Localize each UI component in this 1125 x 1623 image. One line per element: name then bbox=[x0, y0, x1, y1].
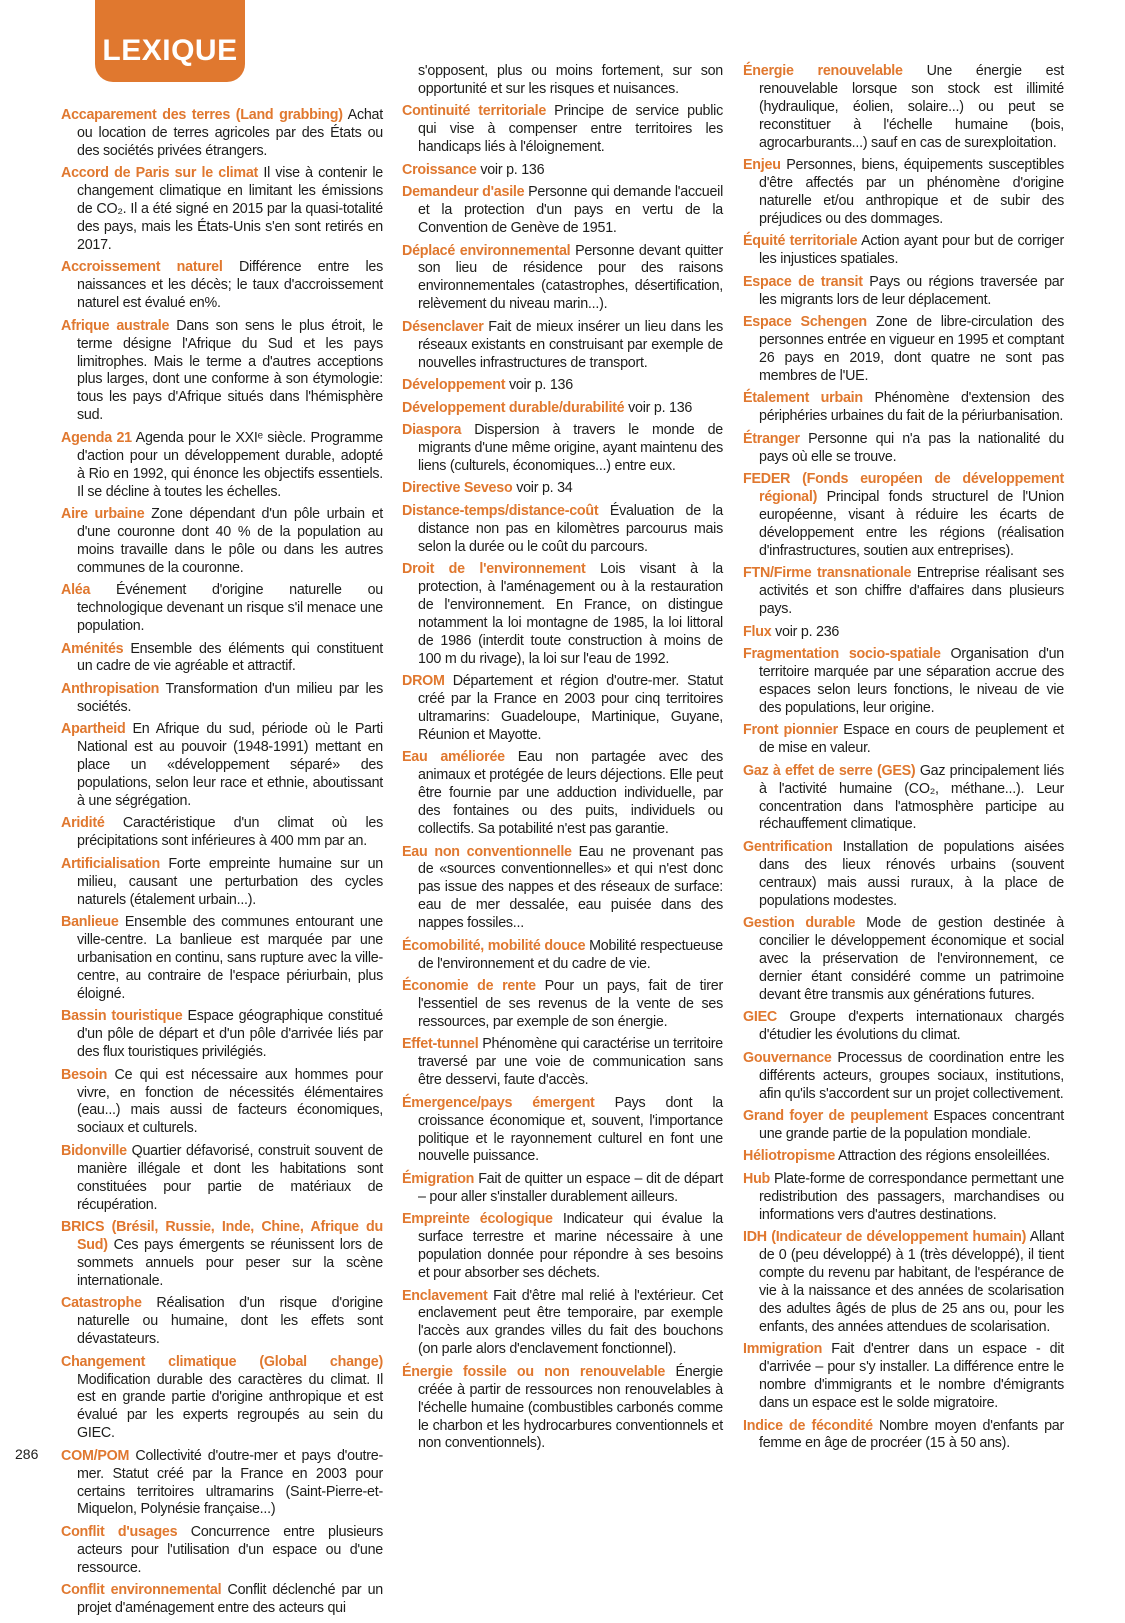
glossary-definition: Fait de mieux insérer un lieu dans les réseaux existants en construisant par exemple de nouvelles infrastructures de transport. bbox=[418, 318, 723, 371]
glossary-definition: Modification durable des caractères du climat. Il est en grande partie d'origine anthropique et est évalué par les experts regroupés au sein du GIEC. bbox=[77, 1371, 383, 1442]
glossary-term: BRICS (Brésil, Russie, Inde, Chine, Afrique du Sud) bbox=[61, 1219, 383, 1253]
glossary-term: Empreinte écologique bbox=[402, 1211, 553, 1228]
glossary-entry bbox=[61, 815, 383, 851]
glossary-definition: Espace géographique constitué d'un pôle de départ et d'un pôle d'arrivée liés par des flux touristiques privilégiés. bbox=[77, 1008, 383, 1061]
glossary-definition: Eau ne provenant pas de «sources conventionnelles» et qui n'est donc pas issue des nappes et des réseaux de surface: eau de mer dessalée, eau puisée dans des nappes fossiles... bbox=[418, 843, 723, 932]
glossary-entry bbox=[61, 318, 383, 425]
glossary-term: Déplacé environnemental bbox=[402, 242, 571, 259]
glossary-term: GIEC bbox=[743, 1009, 777, 1026]
glossary-definition: Département et région d'outre-mer. Statut créé par la France en 2003 pour cinq territoires ultramarins: Guadeloupe, Martinique, Guyane, Réunion et Mayotte. bbox=[418, 673, 723, 743]
glossary-definition: Mode de gestion destinée à concilier le développement économique et social avec la préservation de l'environnement, ce dernier étant considéré comme un patrimoine devant être transmis aux générations futures. bbox=[759, 915, 1064, 1003]
lexique-banner bbox=[95, 0, 245, 82]
glossary-definition: Ensemble des communes entourant une ville-centre. La banlieue est marquée par une urbanisation en continu, sans rupture avec la ville-centre, au contraire de l'espace périurbain, plus éloigné. bbox=[77, 914, 384, 1002]
glossary-term: Bassin touristique bbox=[61, 1008, 183, 1025]
glossary-term: Enjeu bbox=[743, 157, 781, 174]
glossary-definition: Zone dépendant d'un pôle urbain et d'une couronne dont 40 % de la population au moins travaille dans le pôle ou dans les autres communes de la couronne. bbox=[77, 506, 384, 576]
glossary-entry bbox=[402, 673, 723, 745]
glossary-entry bbox=[743, 233, 1064, 269]
glossary-entry bbox=[61, 721, 383, 811]
glossary-entry bbox=[743, 63, 1064, 153]
glossary-entry bbox=[743, 1341, 1064, 1413]
glossary-term: Indice de fécondité bbox=[743, 1417, 873, 1434]
glossary-definition: Espaces concentrant une grande partie de la population mondiale. bbox=[759, 1108, 1064, 1142]
glossary-definition: Quartier défavorisé, construit souvent de manière illégale et dont les habitations sont constituées pour partie de matériaux de récupération. bbox=[77, 1142, 383, 1213]
glossary-definition: Il vise à contenir le changement climatique en limitant les émissions de CO₂. Il a été signé en 2015 par la quasi-totalité des pays, mais les États-Unis s'en sont retirés en 2017. bbox=[77, 165, 383, 253]
glossary-entry bbox=[61, 856, 383, 910]
glossary-definition: Principe de service public qui vise à compenser entre territoires les handicaps liés à l'éloignement. bbox=[418, 103, 723, 156]
glossary-definition: Différence entre les naissances et les décès; le taux d'accroissement naturel est évalué en%. bbox=[77, 259, 383, 312]
glossary-entry bbox=[61, 1067, 383, 1139]
glossary-term: Agenda 21 bbox=[61, 429, 132, 446]
glossary-entry bbox=[743, 390, 1064, 426]
glossary-term: Catastrophe bbox=[61, 1295, 142, 1312]
glossary-entry bbox=[61, 1354, 383, 1444]
glossary-definition: Groupe d'experts internationaux chargés d'étudier les évolutions du climat. bbox=[759, 1009, 1064, 1044]
glossary-term: Changement climatique (Global change) bbox=[61, 1353, 383, 1370]
glossary-term: Gentrification bbox=[743, 838, 833, 855]
glossary-definition: Fait d'entrer dans un espace - dit d'arrivée – pour s'y installer. La différence entre le nombre d'immigrants et le nombre d'émigrants dans un espace est le solde migratoire. bbox=[759, 1341, 1064, 1411]
glossary-term: Gouvernance bbox=[743, 1049, 832, 1066]
glossary-definition: Phénomène d'extension des périphéries urbaines du fait de la périurbanisation. bbox=[759, 390, 1064, 425]
glossary-term: Développement durable/durabilité bbox=[402, 399, 625, 416]
glossary-definition: Installation de populations aisées dans des lieux rénovés urbains (souvent centraux) mais aussi ruraux, à la place de populations modestes. bbox=[759, 838, 1064, 909]
glossary-term: Aire urbaine bbox=[61, 506, 145, 522]
glossary-definition: Ces pays émergents se réunissent lors de sommets annuels pour peser sur la scène internationale. bbox=[77, 1236, 383, 1289]
glossary-entry bbox=[61, 1582, 383, 1618]
glossary-term: Écomobilité, mobilité douce bbox=[402, 937, 586, 954]
glossary-term: Fragmentation socio-spatiale bbox=[743, 646, 941, 663]
glossary-entry bbox=[402, 1171, 723, 1207]
glossary-entry bbox=[402, 377, 723, 395]
glossary-entry bbox=[743, 1009, 1064, 1045]
glossary-definition: Principal fonds structurel de l'Union européenne, visant à réduire les écarts de développement entre les régions (réalisation d'infrastructures, soutien aux entreprises). bbox=[759, 489, 1064, 559]
glossary-term: Héliotropisme bbox=[743, 1148, 836, 1165]
glossary-definition: Transformation d'un milieu par les sociétés. bbox=[77, 680, 383, 715]
glossary-term: Économie de rente bbox=[402, 978, 536, 995]
glossary-entry bbox=[402, 1288, 723, 1360]
glossary-definition: Action ayant pour but de corriger les injustices spatiales. bbox=[759, 233, 1064, 268]
glossary-entry bbox=[61, 165, 383, 255]
glossary-definition: Pour un pays, fait de tirer l'essentiel de ses revenus de la vente de ses ressources, par exemple de son énergie. bbox=[418, 978, 724, 1030]
glossary-entry bbox=[402, 480, 723, 498]
glossary-entry bbox=[402, 243, 723, 315]
glossary-term: Émigration bbox=[402, 1170, 475, 1187]
glossary-definition: s'opposent, plus ou moins fortement, sur son opportunité et sur les risques et nuisances. bbox=[418, 63, 723, 97]
glossary-term: Droit de l'environnement bbox=[402, 561, 586, 578]
glossary-term: Étranger bbox=[743, 430, 800, 447]
glossary-term: Aléa bbox=[61, 582, 91, 599]
page-title: LEXIQUE bbox=[102, 34, 238, 67]
glossary-definition: Nombre moyen d'enfants par femme en âge de procréer (15 à 50 ans). bbox=[759, 1417, 1064, 1452]
glossary-definition: Personne qui n'a pas la nationalité du pays où elle se trouve. bbox=[759, 430, 1064, 465]
glossary-definition: Pays dont la croissance économique et, souvent, l'importance politique et le rayonnement culturel en font une nouvelle puissance. bbox=[418, 1094, 723, 1165]
glossary-definition: Agenda pour le XXIᵉ siècle. Programme d'action pour un développement durable, adopté à Rio en 1992, qui énonce les objectifs essentiels. Il se décline à toutes les échelles. bbox=[77, 429, 383, 500]
glossary-entry bbox=[402, 400, 723, 418]
glossary-definition: Achat ou location de terres agricoles par des États ou des sociétés privées étrangers. bbox=[77, 107, 383, 159]
glossary-term: Désenclaver bbox=[402, 318, 484, 335]
glossary-entry bbox=[402, 1036, 723, 1090]
glossary-column-3 bbox=[743, 63, 1064, 1458]
glossary-term: Distance-temps/distance-coût bbox=[402, 502, 599, 519]
glossary-term: FTN/Firme transnationale bbox=[743, 565, 912, 582]
glossary-entry bbox=[743, 1229, 1064, 1336]
glossary-term: Conflit d'usages bbox=[61, 1523, 178, 1540]
page-number: 286 bbox=[15, 1446, 39, 1462]
glossary-definition: Réalisation d'un risque d'origine naturelle ou humaine, dont les effets sont dévastateurs. bbox=[77, 1295, 383, 1348]
glossary-term: Gestion durable bbox=[743, 915, 856, 932]
glossary-entry bbox=[402, 162, 723, 180]
glossary-entry bbox=[402, 1095, 723, 1167]
glossary-entry bbox=[402, 561, 723, 668]
glossary-term: Afrique australe bbox=[61, 317, 170, 334]
glossary-definition: Eau non partagée avec des animaux et protégée de leurs déjections. Elle peut être fournie par une adduction individuelle, par des fontaines ou des puits, individuels ou collectifs. Sa potabilité n'est pas garantie. bbox=[418, 749, 723, 838]
glossary-entry bbox=[61, 430, 383, 502]
glossary-entry bbox=[743, 157, 1064, 229]
glossary-term: Croissance bbox=[402, 161, 477, 178]
glossary-term: Équité territoriale bbox=[743, 233, 858, 250]
glossary-term: Gaz à effet de serre (GES) bbox=[743, 762, 916, 779]
glossary-definition: Fait de quitter un espace – dit de départ – pour aller s'installer durablement ailleurs. bbox=[418, 1170, 723, 1205]
glossary-definition: voir p. 136 bbox=[480, 161, 545, 178]
glossary-definition: Ensemble des éléments qui constituent un cadre de vie agréable et attractif. bbox=[77, 640, 383, 675]
glossary-entry bbox=[402, 1364, 723, 1454]
glossary-definition: Concurrence entre plusieurs acteurs pour l'utilisation d'un espace ou d'une ressource. bbox=[77, 1523, 383, 1576]
glossary-term: Apartheid bbox=[61, 721, 126, 738]
glossary-column-1 bbox=[61, 107, 383, 1623]
glossary-entry bbox=[61, 259, 383, 313]
glossary-term: Étalement urbain bbox=[743, 390, 863, 407]
glossary-term: Eau non conventionnelle bbox=[402, 843, 572, 860]
glossary-term: Espace de transit bbox=[743, 273, 863, 290]
glossary-definition: Organisation d'un territoire marquée par une séparation accrue des espaces selon leurs fonctions, le niveau de vie des populations, leur origine. bbox=[759, 646, 1064, 716]
glossary-term: FEDER (Fonds européen de développement régional) bbox=[743, 471, 1064, 506]
glossary-term: Accord de Paris sur le climat bbox=[61, 165, 259, 182]
glossary-definition: voir p. 236 bbox=[775, 623, 840, 640]
glossary-entry bbox=[61, 1219, 383, 1291]
glossary-entry bbox=[61, 1008, 383, 1062]
glossary-entry bbox=[61, 1448, 383, 1520]
glossary-term: Immigration bbox=[743, 1341, 823, 1358]
glossary-term: Accroissement naturel bbox=[61, 259, 223, 276]
glossary-definition: Lois visant à la protection, à l'aménagement ou à la restauration de l'environnement. En France, on distingue notamment la loi montagne de 1985, la loi littoral de 1986 (interdit toute construction à moins de 100 m du rivage), la loi sur l'eau de 1992. bbox=[418, 561, 723, 667]
glossary-definition: Évaluation de la distance non pas en kilomètres parcourus mais selon la durée ou le coût du parcours. bbox=[418, 502, 723, 555]
glossary-term: Flux bbox=[743, 623, 772, 640]
glossary-definition: Conflit déclenché par un projet d'aménagement entre des acteurs qui bbox=[77, 1582, 383, 1617]
glossary-entry bbox=[743, 646, 1064, 718]
glossary-entry bbox=[61, 582, 383, 636]
glossary-entry bbox=[402, 844, 723, 934]
glossary-definition: Espace en cours de peuplement et de mise en valeur. bbox=[759, 722, 1065, 757]
glossary-definition: Fait d'être mal relié à l'extérieur. Cet enclavement peut être temporaire, par exemple l'accès aux grandes villes du fait des bouchons (on parle alors d'enclavement fonctionnel). bbox=[418, 1287, 723, 1358]
glossary-entry bbox=[743, 314, 1064, 386]
glossary-entry bbox=[402, 749, 723, 839]
glossary-entry bbox=[402, 319, 723, 373]
glossary-term: Demandeur d'asile bbox=[402, 184, 525, 201]
glossary-entry bbox=[61, 1143, 383, 1215]
glossary-entry bbox=[743, 722, 1064, 758]
glossary-entry bbox=[402, 184, 723, 238]
glossary-term: Aridité bbox=[61, 815, 105, 832]
glossary-term: Continuité territoriale bbox=[402, 103, 547, 120]
glossary-term: Grand foyer de peuplement bbox=[743, 1108, 928, 1125]
glossary-definition: Personne qui demande l'accueil et la protection d'un pays en vertu de la Convention de Genève de 1951. bbox=[418, 184, 723, 237]
glossary-term: Énergie renouvelable bbox=[743, 63, 903, 79]
glossary-term: DROM bbox=[402, 673, 445, 690]
glossary-term: Front pionnier bbox=[743, 722, 838, 739]
glossary-definition: Forte empreinte humaine sur un milieu, causant une perturbation des cycles naturels (étalement urbain...). bbox=[77, 855, 383, 908]
glossary-definition: Dans son sens le plus étroit, le terme désigne l'Afrique du Sud et les pays limitrophes. Mais le terme a d'autres acceptions plus larges, dont une conforme à son étymologie: tous les pays d'Afrique situés dans l'hémisphère sud. bbox=[77, 317, 383, 424]
glossary-term: Enclavement bbox=[402, 1287, 488, 1304]
glossary-entry bbox=[61, 506, 383, 578]
glossary-term: Émergence/pays émergent bbox=[402, 1094, 595, 1111]
glossary-term: Bidonville bbox=[61, 1142, 127, 1159]
glossary-term: Hub bbox=[743, 1170, 771, 1187]
glossary-definition: Gaz principalement liés à l'activité humaine (CO₂, méthane...). Leur concentration dans l'atmosphère participe au réchauffement climatique. bbox=[759, 762, 1064, 833]
glossary-term: Énergie fossile ou non renouvelable bbox=[402, 1363, 666, 1380]
glossary-entry bbox=[743, 565, 1064, 619]
glossary-entry bbox=[61, 681, 383, 717]
glossary-entry bbox=[61, 1295, 383, 1349]
glossary-entry bbox=[743, 1418, 1064, 1454]
glossary-entry bbox=[402, 978, 723, 1032]
glossary-definition: Caractéristique d'un climat où les précipitations sont inférieures à 400 mm par an. bbox=[77, 815, 383, 850]
glossary-definition: Pays ou régions traversée par les migrants lors de leur déplacement. bbox=[759, 273, 1064, 308]
glossary-definition: Ce qui est nécessaire aux hommes pour vivre, en fonction de nécessités élémentaires (eau...) mais aussi de facteurs économiques, sociaux et culturels. bbox=[77, 1066, 383, 1137]
glossary-definition: Dispersion à travers le monde de migrants d'une même origine, ayant maintenu des liens (culturels, économiques...) entre eux. bbox=[418, 422, 723, 474]
glossary-definition: Indicateur qui évalue la surface terrestre et marine nécessaire à une population donnée pour répondre à ses besoins et pour absorber ses déchets. bbox=[418, 1211, 723, 1282]
glossary-entry bbox=[61, 1524, 383, 1578]
glossary-entry bbox=[743, 1148, 1064, 1166]
glossary-entry bbox=[743, 1050, 1064, 1104]
glossary-entry bbox=[61, 107, 383, 161]
glossary-definition: Allant de 0 (peu développé) à 1 (très développé), il tient compte du revenu par habitant, de l'espérance de vie à la naissance et des années de scolarisation des adultes âgés de plus de 25 ans ou, pour les enfants, des années attendues de scolarisation. bbox=[759, 1229, 1064, 1335]
glossary-definition: Zone de libre-circulation des personnes entrée en vigueur en 1995 et comptant 26 pays en 2019, dont quatre ne sont pas membres de l'UE. bbox=[759, 314, 1064, 384]
glossary-column-2 bbox=[402, 63, 723, 1458]
glossary-entry bbox=[402, 503, 723, 557]
glossary-term: Banlieue bbox=[61, 914, 119, 931]
glossary-term: Artificialisation bbox=[61, 855, 161, 872]
glossary-term: Aménités bbox=[61, 640, 124, 657]
glossary-term: Diaspora bbox=[402, 422, 462, 439]
glossary-definition: Personne devant quitter son lieu de résidence pour des raisons environnementales (catastrophes, désertification, relèvement du niveau marin...). bbox=[418, 242, 723, 313]
glossary-entry bbox=[743, 915, 1064, 1005]
glossary-definition: voir p. 136 bbox=[628, 399, 693, 416]
glossary-entry bbox=[61, 641, 383, 677]
glossary-term: Besoin bbox=[61, 1066, 108, 1083]
glossary-definition: Collectivité d'outre-mer et pays d'outre-mer. Statut créé par la France en 2003 pour certains territoires ultramarins (Saint-Pierre-et-Miquelon, Polynésie française...) bbox=[77, 1447, 383, 1518]
glossary-definition: voir p. 34 bbox=[516, 480, 573, 497]
glossary-entry bbox=[743, 1171, 1064, 1225]
glossary-entry bbox=[402, 422, 723, 476]
glossary-definition: Personnes, biens, équipements susceptibles d'être affectés par un phénomène d'origine naturelle et/ou anthropique et de subir des préjudices ou des dommages. bbox=[759, 157, 1064, 227]
glossary-definition: Énergie créée à partir de ressources non renouvelables à l'échelle humaine (combustibles carbonés comme le charbon et les hydrocarbures conventionnels et non conventionnels). bbox=[418, 1363, 723, 1452]
glossary-entry bbox=[402, 938, 723, 974]
glossary-entry bbox=[61, 914, 383, 1004]
glossary-definition: En Afrique du sud, période où le Parti National est au pouvoir (1948-1991) mettant en place un «développement séparé» des populations, selon leur race et ethnie, aboutissant à une ségrégation. bbox=[77, 721, 383, 809]
glossary-entry bbox=[402, 1211, 723, 1283]
glossary-entry bbox=[743, 763, 1064, 835]
glossary-definition: Plate-forme de correspondance permettant une redistribution des passagers, marchandises ou informations vers d'autres destinations. bbox=[759, 1170, 1064, 1223]
glossary-definition: Attraction des régions ensoleillées. bbox=[838, 1148, 1050, 1165]
glossary-term: Espace Schengen bbox=[743, 314, 867, 331]
glossary-entry bbox=[402, 103, 723, 157]
glossary-entry bbox=[402, 63, 723, 99]
glossary-definition: Phénomène qui caractérise un territoire traversé par une voie de communication sans être desservi, faute d'accès. bbox=[418, 1036, 723, 1089]
glossary-entry bbox=[743, 274, 1064, 310]
glossary-definition: Entreprise réalisant ses activités et son chiffre d'affaires dans plusieurs pays. bbox=[759, 565, 1064, 618]
glossary-definition: Une énergie est renouvelable lorsque son stock est illimité (hydraulique, éolien, solaire...) ou peut se reconstituer à l'échelle humaine (bois, agrocarburants...) sauf en cas de surexploitation. bbox=[759, 63, 1064, 151]
glossary-entry bbox=[743, 431, 1064, 467]
glossary-term: Directive Seveso bbox=[402, 480, 513, 497]
glossary-term: Eau améliorée bbox=[402, 749, 505, 766]
glossary-definition: Mobilité respectueuse de l'environnement et du cadre de vie. bbox=[418, 937, 723, 972]
glossary-term: Effet-tunnel bbox=[402, 1036, 479, 1053]
glossary-definition: voir p. 136 bbox=[508, 377, 573, 394]
glossary-entry bbox=[743, 624, 1064, 642]
glossary-entry bbox=[743, 1108, 1064, 1144]
glossary-entry bbox=[743, 471, 1064, 561]
glossary-definition: Processus de coordination entre les différents acteurs, groupes sociaux, institutions, afin qu'ils s'accordent sur un projet collectivement. bbox=[759, 1049, 1064, 1102]
glossary-term: Développement bbox=[402, 377, 506, 394]
glossary-definition: Événement d'origine naturelle ou technologique devenant un risque s'il menace une population. bbox=[77, 582, 383, 635]
glossary-term: Conflit environnemental bbox=[61, 1582, 222, 1599]
glossary-term: COM/POM bbox=[61, 1447, 130, 1464]
glossary-entry bbox=[743, 839, 1064, 911]
glossary-term: Accaparement des terres (Land grabbing) bbox=[61, 107, 343, 123]
glossary-term: IDH (Indicateur de développement humain) bbox=[743, 1229, 1027, 1246]
glossary-term: Anthropisation bbox=[61, 680, 160, 697]
